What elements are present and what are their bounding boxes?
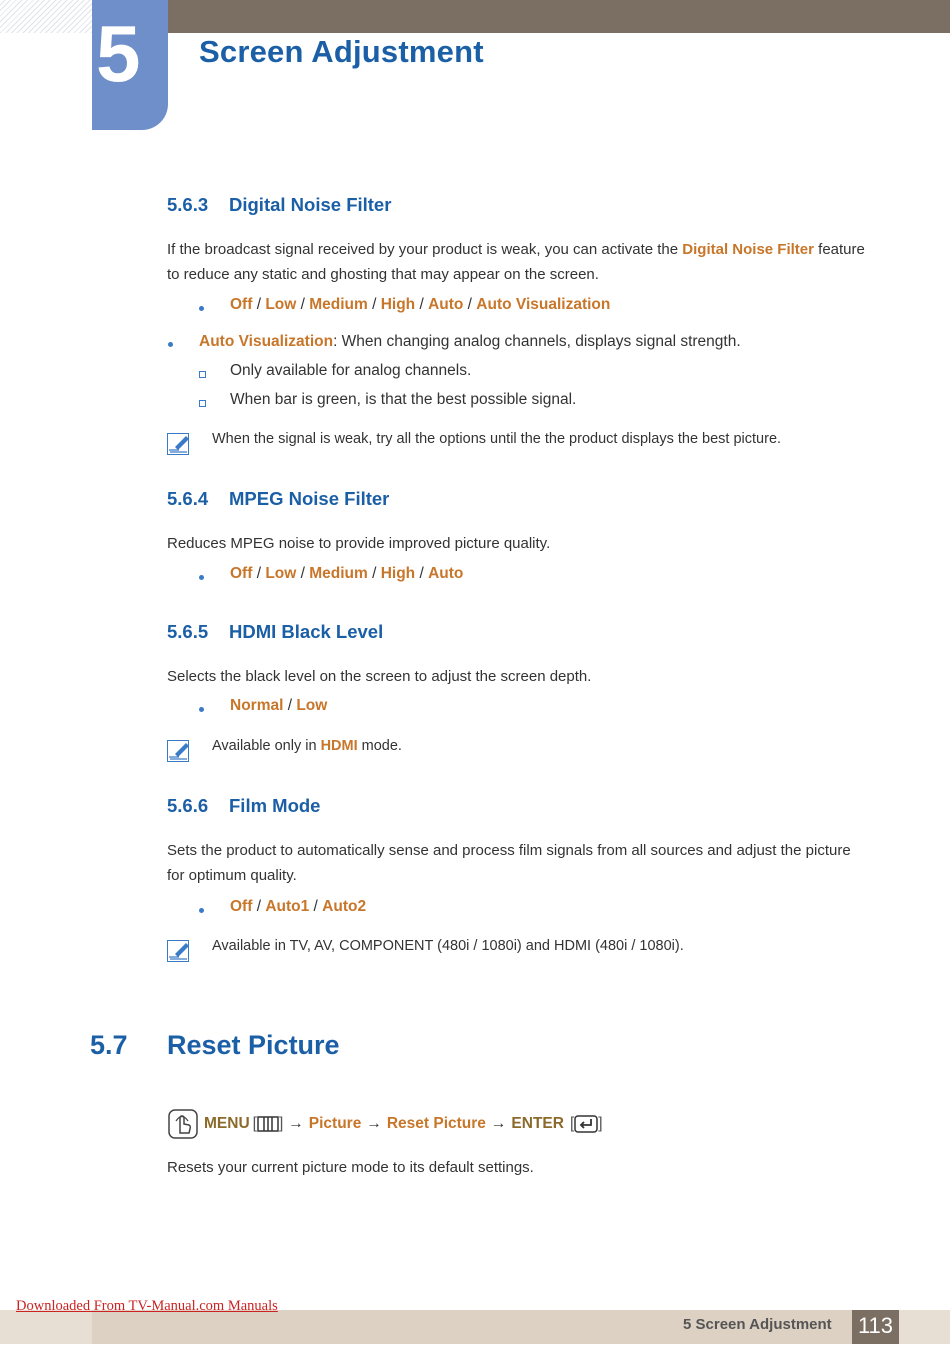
text: to reduce any static and ghosting that may appear on the screen. <box>167 266 599 283</box>
option: Auto Visualization <box>476 296 611 313</box>
section-heading-5-6-3 <box>167 194 391 216</box>
list-item: Only available for analog channels. <box>230 362 472 379</box>
highlight-term: HDMI <box>320 738 358 754</box>
menu-icon <box>257 1116 279 1132</box>
options-list: Off / Low / Medium / High / Auto / Auto Visualization <box>230 296 611 313</box>
bullet-icon <box>199 707 204 712</box>
enter-label: ENTER <box>511 1115 564 1132</box>
options-list: Off / Low / Medium / High / Auto <box>230 565 464 582</box>
option: Low <box>265 296 297 313</box>
chapter-title: Screen Adjustment <box>199 34 484 69</box>
paragraph: Selects the black level on the screen to adjust the screen depth. <box>167 668 592 685</box>
enter-icon <box>574 1115 598 1133</box>
section-heading-5-6-4 <box>167 488 389 510</box>
square-bullet-icon <box>199 371 206 378</box>
option: Medium <box>309 296 368 313</box>
section-title: HDMI Black Level <box>229 621 384 642</box>
sub-bullet <box>199 333 741 351</box>
page-number: 113 <box>857 1313 894 1338</box>
menu-label: MENU <box>204 1115 250 1132</box>
section-number: 5.6.5 <box>167 621 209 642</box>
section-title: Film Mode <box>229 795 321 816</box>
option: Auto <box>428 565 464 582</box>
option: High <box>380 565 416 582</box>
chapter-number: 5 <box>96 9 141 98</box>
section-heading-5-6-5 <box>167 621 383 643</box>
option: Auto <box>428 296 464 313</box>
highlight-term: Auto Visualization <box>199 333 334 350</box>
option: Low <box>296 697 328 714</box>
note-icon <box>167 940 191 962</box>
menu-path: MENU [ ] → Picture → Reset Picture → ENTER [ ] <box>168 1109 603 1139</box>
note-icon <box>167 740 191 762</box>
text: : When changing analog channels, displays signal strength. <box>333 333 741 350</box>
highlight-term: Digital Noise Filter <box>682 241 814 258</box>
bullet-icon <box>168 342 173 347</box>
paragraph <box>167 838 851 888</box>
section-title: Reset Picture <box>167 1030 340 1060</box>
option: Auto2 <box>322 898 367 915</box>
option: Off <box>230 898 253 915</box>
menu-item-reset-picture: Reset Picture <box>386 1115 486 1132</box>
option: Auto1 <box>265 898 310 915</box>
section-number: 5.6.4 <box>167 488 209 509</box>
option: Off <box>230 565 253 582</box>
list-item: When bar is green, is that the best possible signal. <box>230 391 577 408</box>
bullet-icon <box>199 908 204 913</box>
note-text: When the signal is weak, try all the options until the the product displays the best picture. <box>212 431 782 447</box>
text: for optimum quality. <box>167 867 297 884</box>
option: Medium <box>309 565 368 582</box>
square-bullet-icon <box>199 400 206 407</box>
section-title: MPEG Noise Filter <box>229 488 390 509</box>
option: High <box>380 296 416 313</box>
options-list: Normal / Low <box>230 697 328 714</box>
option: Off <box>230 296 253 313</box>
section-number: 5.6.3 <box>167 194 209 215</box>
header-bar <box>168 0 950 33</box>
text: mode. <box>357 738 402 754</box>
options-list: Off / Auto1 / Auto2 <box>230 898 367 915</box>
section-title: Digital Noise Filter <box>229 194 392 215</box>
menu-item-picture: Picture <box>308 1115 362 1132</box>
bullet-icon <box>199 306 204 311</box>
option: Low <box>265 565 297 582</box>
text: Available only in <box>212 738 321 754</box>
footer-label: 5 Screen Adjustment <box>683 1316 832 1333</box>
text: If the broadcast signal received by your product is weak, you can activate the <box>167 241 683 258</box>
note-text: Available in TV, AV, COMPONENT (480i / 1080i) and HDMI (480i / 1080i). <box>212 938 684 954</box>
section-heading-5-6-6 <box>167 795 320 817</box>
section-heading-5-7 <box>90 1030 340 1061</box>
paragraph <box>167 237 865 287</box>
text: Sets the product to automatically sense and process film signals from all sources and adjust the picture <box>167 842 851 859</box>
note-text <box>212 738 402 754</box>
remote-hand-icon <box>168 1109 198 1139</box>
section-number: 5.6.6 <box>167 795 209 816</box>
section-number: 5.7 <box>90 1030 128 1060</box>
header-hatch <box>0 0 92 33</box>
paragraph: Reduces MPEG noise to provide improved picture quality. <box>167 535 551 552</box>
watermark-link[interactable]: Downloaded From TV-Manual.com Manuals <box>16 1298 278 1314</box>
option: Normal <box>230 697 284 714</box>
note-icon <box>167 433 191 455</box>
text: feature <box>813 241 865 258</box>
paragraph: Resets your current picture mode to its default settings. <box>167 1159 534 1176</box>
bullet-icon <box>199 575 204 580</box>
